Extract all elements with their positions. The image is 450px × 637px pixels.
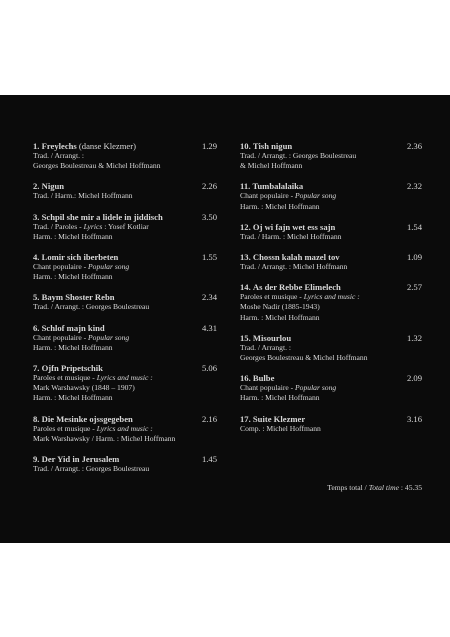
tracklist-right-column: [240, 141, 422, 444]
credit-text: Trad. / Harm. : Michel Hoffmann: [240, 231, 342, 241]
credit-text: Chant populaire -: [33, 262, 89, 272]
credit-english-text: Lyrics and music :: [96, 373, 153, 383]
track-number: 12.: [240, 221, 251, 232]
credit-english-text: Lyrics and music :: [303, 292, 360, 302]
track-title-line: [240, 222, 422, 232]
track-credit-line: [33, 333, 217, 343]
track-credit-line: [240, 353, 422, 363]
track-title: Baym Shoster Rebn: [41, 292, 115, 303]
track-entry: [33, 141, 217, 171]
track-title-line: [33, 292, 217, 302]
track-entry: [33, 454, 217, 474]
credit-text: Paroles et musique -: [33, 373, 97, 383]
track-number: 9.: [33, 454, 40, 465]
credit-text: Harm. : Michel Hoffmann: [33, 342, 113, 352]
total-time-value: : 45.35: [399, 483, 422, 492]
credit-text: Harm. : Michel Hoffmann: [240, 201, 320, 211]
credit-text: Paroles et musique -: [240, 292, 304, 302]
track-credit-line: [33, 262, 217, 272]
track-credit-line: [33, 434, 217, 444]
track-title: Misourlou: [252, 332, 292, 343]
track-duration: 5.06: [201, 363, 217, 374]
track-duration: 1.09: [406, 252, 422, 263]
track-number: 13.: [240, 252, 251, 263]
track-credit-line: [240, 383, 422, 393]
credit-text: Moshe Nadir (1885-1943): [240, 302, 320, 312]
track-entry: [240, 222, 422, 242]
track-duration: 3.16: [406, 413, 422, 424]
track-credit-line: [33, 191, 217, 201]
track-credit-line: [33, 393, 217, 403]
credit-text: : Yosef Kotliar: [102, 221, 149, 231]
track-title: Ojfn Pripetschik: [41, 363, 103, 374]
track-entry: [240, 414, 422, 434]
track-duration: 3.50: [201, 211, 217, 222]
track-number: 15.: [240, 332, 251, 343]
track-entry: [240, 141, 422, 171]
track-title-line: [33, 212, 217, 222]
track-credit-line: [240, 424, 422, 434]
credit-text: Trad. / Arrangt. : Michel Hoffmann: [240, 262, 348, 272]
credit-text: Trad. / Paroles -: [33, 221, 84, 231]
track-number: 1.: [33, 141, 40, 151]
total-time: [240, 483, 422, 493]
track-title: As der Rebbe Elimelech: [252, 282, 341, 293]
track-number: 5.: [33, 292, 40, 303]
track-number: 2.: [33, 181, 40, 192]
track-duration: 4.31: [201, 322, 217, 333]
track-title-line: [240, 414, 422, 424]
track-credit-line: [240, 393, 422, 403]
track-credit-line: [240, 262, 422, 272]
track-credit-line: [240, 151, 422, 161]
credit-english-text: Popular song: [295, 191, 337, 201]
track-number: 4.: [33, 252, 40, 263]
track-entry: [240, 333, 422, 363]
track-credit-line: [33, 464, 217, 474]
track-title: Bulbe: [252, 373, 275, 384]
credit-english-text: Popular song: [295, 383, 337, 393]
track-title: Schlof majn kind: [41, 322, 105, 333]
track-title-line: [240, 282, 422, 292]
track-duration: 2.57: [406, 282, 422, 293]
track-title: Tish nigun: [252, 141, 293, 151]
track-credit-line: [240, 343, 422, 353]
track-duration: 2.36: [406, 141, 422, 151]
track-title: Die Mesinke ojssgegeben: [41, 413, 133, 424]
track-credit-line: [240, 202, 422, 212]
credit-text: Harm. : Michel Hoffmann: [33, 393, 113, 403]
track-credit-line: [240, 313, 422, 323]
track-entry: [33, 323, 217, 353]
track-duration: 2.34: [201, 292, 217, 303]
credit-text: Trad. / Arrangt. :: [33, 151, 84, 160]
credit-text: Harm. : Michel Hoffmann: [33, 231, 113, 241]
track-credit-line: [33, 272, 217, 282]
credit-text: Harm. : Michel Hoffmann: [240, 312, 320, 322]
track-title-line: [240, 373, 422, 383]
credit-text: Harm. : Michel Hoffmann: [240, 393, 320, 403]
track-title: Freylechs: [41, 141, 77, 151]
track-credit-line: [33, 302, 217, 312]
credit-text: Chant populaire -: [33, 332, 89, 342]
track-credit-line: [33, 373, 217, 383]
track-credit-line: [240, 302, 422, 312]
booklet-page: [0, 95, 450, 543]
track-title: Lomir sich iberbeten: [41, 252, 119, 263]
track-credit-line: [240, 161, 422, 171]
track-title: Suite Klezmer: [252, 413, 306, 424]
credit-text: Chant populaire -: [240, 383, 296, 393]
track-number: 16.: [240, 373, 251, 384]
track-number: 7.: [33, 363, 40, 374]
track-number: 3.: [33, 211, 40, 222]
track-number: 8.: [33, 413, 40, 424]
track-duration: 2.09: [406, 373, 422, 384]
credit-text: Georges Boulestreau & Michel Hoffmann: [240, 353, 368, 363]
track-duration: 2.16: [201, 413, 217, 424]
track-credit-line: [240, 232, 422, 242]
track-entry: [33, 181, 217, 201]
track-entry: [240, 181, 422, 211]
track-duration: 1.55: [201, 252, 217, 263]
track-title: Tumbalalaika: [252, 181, 304, 192]
track-entry: [33, 212, 217, 242]
track-credit-line: [33, 161, 217, 171]
track-title-line: [33, 141, 217, 151]
track-entry: [33, 252, 217, 282]
credit-text: Trad. / Arrangt. : Georges Boulestreau: [33, 302, 150, 312]
track-title-line: [33, 454, 217, 464]
track-title-line: [33, 414, 217, 424]
track-duration: 2.32: [406, 181, 422, 192]
track-number: 6.: [33, 322, 40, 333]
track-title: Oj wi fajn wet ess sajn: [252, 221, 336, 232]
track-title-line: [33, 363, 217, 373]
track-credit-line: [33, 232, 217, 242]
track-credit-line: [33, 151, 217, 161]
track-duration: 1.54: [406, 221, 422, 232]
credit-text: Mark Warshawsky / Harm. : Michel Hoffmann: [33, 433, 176, 443]
track-entry: [33, 292, 217, 312]
track-title: Chossn kalah mazel tov: [252, 252, 340, 263]
track-entry: [33, 414, 217, 444]
track-entry: [240, 252, 422, 272]
credit-text: Comp. : Michel Hoffmann: [240, 423, 321, 433]
track-credit-line: [33, 222, 217, 232]
track-credit-line: [33, 424, 217, 434]
track-title-line: [33, 252, 217, 262]
credit-text: Paroles et musique -: [33, 423, 97, 433]
track-duration: 1.45: [201, 454, 217, 465]
track-number: 10.: [240, 141, 251, 151]
credit-text: Trad. / Arrangt. : Georges Boulestreau: [240, 151, 357, 160]
tracklist-left-column: [33, 141, 217, 484]
credit-text: Trad. / Arrangt. : Georges Boulestreau: [33, 464, 150, 474]
track-entry: [33, 363, 217, 404]
track-number: 17.: [240, 413, 251, 424]
credit-text: Harm. : Michel Hoffmann: [33, 272, 113, 282]
track-title-line: [240, 333, 422, 343]
credit-text: Trad. / Harm.: Michel Hoffmann: [33, 191, 133, 201]
track-title: Schpil she mir a lidele in jiddisch: [41, 211, 163, 222]
track-credit-line: [33, 383, 217, 393]
credit-text: Trad. / Arrangt. :: [240, 342, 291, 352]
credit-text: Georges Boulestreau & Michel Hoffmann: [33, 161, 161, 171]
track-credit-line: [240, 292, 422, 302]
credit-text: & Michel Hoffmann: [240, 161, 303, 171]
track-duration: 1.29: [201, 141, 217, 151]
track-number: 14.: [240, 282, 251, 293]
total-time-label-fr: Temps total /: [327, 483, 369, 492]
track-title-line: [240, 252, 422, 262]
track-title: Der Yid in Jerusalem: [41, 454, 120, 465]
track-entry: [240, 373, 422, 403]
credit-english-text: Popular song: [88, 332, 130, 342]
track-title-line: [33, 181, 217, 191]
track-entry: [240, 282, 422, 323]
track-title-line: [240, 141, 422, 151]
credit-text: Chant populaire -: [240, 191, 296, 201]
total-time-label-en: Total time: [368, 483, 399, 492]
track-title: Nigun: [41, 181, 65, 192]
credit-english-text: Popular song: [88, 262, 130, 272]
track-title-subtitle: (danse Klezmer): [76, 141, 136, 151]
track-duration: 2.26: [201, 181, 217, 192]
credit-english-text: Lyrics: [83, 221, 103, 231]
track-credit-line: [240, 191, 422, 201]
track-title-line: [33, 323, 217, 333]
credit-text: Mark Warshawsky (1848 – 1907): [33, 383, 135, 393]
credit-english-text: Lyrics and music :: [96, 423, 153, 433]
track-credit-line: [33, 343, 217, 353]
track-title-line: [240, 181, 422, 191]
track-duration: 1.32: [406, 332, 422, 343]
track-number: 11.: [240, 181, 251, 192]
